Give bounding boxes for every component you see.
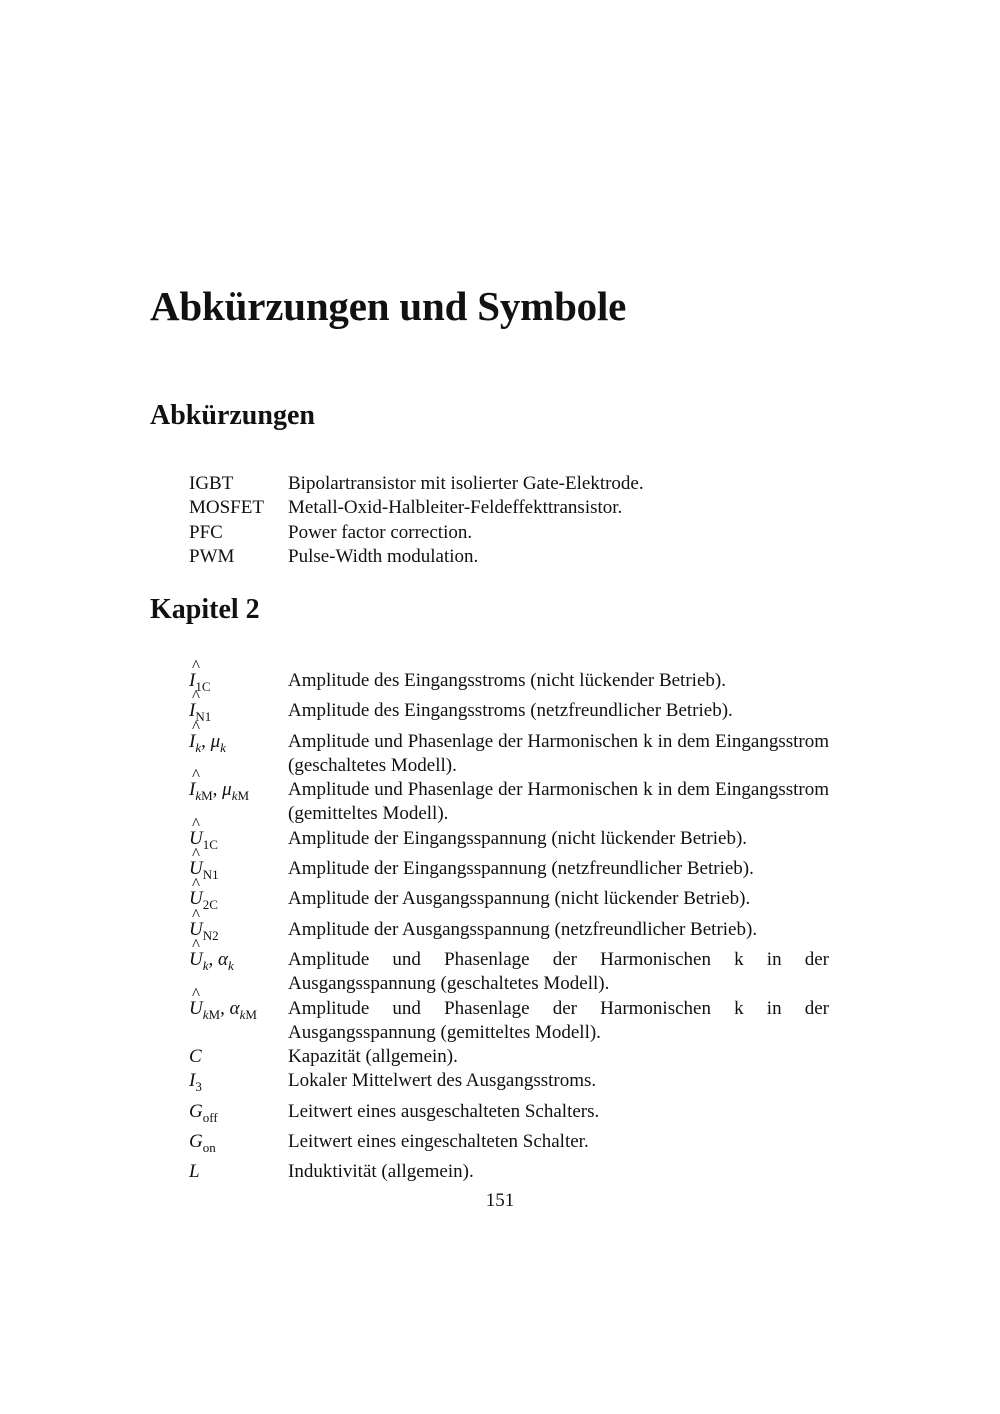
symbol-row <box>189 656 829 699</box>
abbreviation-description: Bipolartransistor mit isolierter Gate-Elektrode. <box>288 473 644 494</box>
symbol-subscript: k <box>231 788 238 804</box>
symbol-term <box>189 1160 288 1184</box>
abbreviation-description: Metall-Oxid-Halbleiter-Feldeffekttransistor. <box>288 497 623 519</box>
symbol-description: Amplitude des Eingangsstroms (netzfreundlicher Betrieb). <box>288 700 733 722</box>
symbol-description: Amplitude und Phasenlage der Harmonischen k in dem Eingangsstrom (gemitteltes Modell). <box>288 779 829 825</box>
symbol-greek: α <box>229 997 240 1019</box>
symbol-description: Amplitude und Phasenlage der Harmonischen k in der Ausgangsspannung (gemitteltes Modell). <box>288 997 829 1043</box>
symbol-subscript: 1C <box>195 679 211 694</box>
symbol-subscript: M <box>237 788 250 804</box>
symbol-term <box>189 1045 288 1069</box>
symbol-term <box>189 765 288 827</box>
abbreviation-term: PWM <box>189 545 235 567</box>
hat-accent: ^ <box>192 934 200 954</box>
abbreviation-term: IGBT <box>189 473 234 494</box>
symbol-subscript: 3 <box>195 1079 202 1095</box>
symbol-term <box>189 813 288 857</box>
symbol-subscript: k <box>220 739 226 755</box>
symbol-letter: I <box>189 1070 196 1092</box>
symbol-subscript: N1 <box>195 709 212 725</box>
hat-accent: ^ <box>192 656 200 675</box>
symbol-description: Amplitude der Ausgangsspannung (nicht lückender Betrieb). <box>288 888 751 910</box>
symbol-letter: U <box>189 827 203 849</box>
symbol-subscript: k <box>195 739 202 755</box>
symbol-letter: I <box>189 779 196 801</box>
symbol-subscript: k <box>202 1006 209 1022</box>
symbol-letter: C <box>189 1046 202 1068</box>
symbol-row <box>189 1160 829 1184</box>
symbol-term <box>189 1100 288 1130</box>
hat-accent: ^ <box>192 904 200 924</box>
symbol-description: Kapazität (allgemein). <box>288 1046 458 1068</box>
hat-accent: ^ <box>192 844 200 864</box>
abbreviation-row <box>189 472 829 496</box>
symbol-description: Amplitude der Ausgangsspannung (netzfreundlicher Betrieb). <box>288 918 758 940</box>
symbol-greek: μ <box>222 779 232 801</box>
symbol-list <box>189 656 829 1185</box>
abbreviation-row <box>189 545 829 569</box>
abbreviation-description: Power factor correction. <box>288 521 473 543</box>
symbol-row <box>189 983 829 1046</box>
symbol-row <box>189 1045 829 1069</box>
symbol-row <box>189 1069 829 1099</box>
hat-accent: ^ <box>192 874 200 894</box>
symbol-row <box>189 813 829 857</box>
abbreviation-row <box>189 521 829 545</box>
symbol-subscript: k <box>202 957 209 973</box>
symbol-term <box>189 1130 288 1160</box>
symbol-comma: , <box>201 730 206 752</box>
symbol-letter: U <box>189 858 203 880</box>
symbol-comma: , <box>208 948 214 970</box>
symbol-subscript: k <box>228 957 234 973</box>
section-heading-kapitel-2: Kapitel 2 <box>150 594 260 625</box>
symbol-letter: G <box>189 1100 203 1122</box>
symbol-subscript: off <box>202 1109 218 1125</box>
symbol-subscript: M <box>201 788 213 804</box>
symbol-description: Amplitude und Phasenlage der Harmonischen k in dem Eingangsstrom (geschaltetes Modell). <box>288 730 829 776</box>
hat-accent: ^ <box>192 813 200 833</box>
symbol-row <box>189 1100 829 1130</box>
symbol-subscript: k <box>239 1006 246 1022</box>
symbol-subscript: on <box>202 1140 216 1156</box>
hat-accent: ^ <box>192 686 200 706</box>
abbreviation-list <box>189 472 829 569</box>
symbol-description: Leitwert eines ausgeschalteten Schalters. <box>288 1100 600 1122</box>
symbol-greek: α <box>218 948 228 970</box>
symbol-subscript: M <box>208 1006 221 1022</box>
symbol-description: Lokaler Mittelwert des Ausgangsstroms. <box>288 1070 597 1092</box>
abbreviation-term: MOSFET <box>189 497 264 519</box>
page-title: Abkürzungen und Symbole <box>150 283 627 329</box>
symbol-comma: , <box>220 997 225 1019</box>
symbol-letter: U <box>189 997 203 1019</box>
symbol-letter: I <box>189 700 196 722</box>
symbol-row <box>189 765 829 827</box>
symbol-subscript: 2C <box>202 897 218 913</box>
symbol-description: Amplitude des Eingangsstroms (nicht lückender Betrieb). <box>288 670 726 691</box>
symbol-subscript: k <box>195 788 202 804</box>
symbol-row <box>189 1130 829 1160</box>
symbol-letter: U <box>189 918 203 940</box>
symbol-subscript: N2 <box>202 927 219 943</box>
symbol-term <box>189 1069 288 1099</box>
abbreviation-term: PFC <box>189 521 223 543</box>
symbol-term <box>189 983 288 1046</box>
symbol-greek: μ <box>210 730 221 752</box>
abbreviation-row <box>189 496 829 520</box>
symbol-description: Amplitude der Eingangsspannung (netzfreundlicher Betrieb). <box>288 858 754 880</box>
symbol-term <box>189 656 288 699</box>
symbol-description: Amplitude der Eingangsspannung (nicht lückender Betrieb). <box>288 827 748 849</box>
symbol-description: Induktivität (allgemein). <box>288 1161 474 1183</box>
symbol-letter: L <box>189 1161 200 1183</box>
symbol-letter: I <box>189 730 196 752</box>
symbol-description: Amplitude und Phasenlage der Harmonischen k in der Ausgangsspannung (geschaltetes Modell). <box>288 948 829 995</box>
symbol-letter: G <box>189 1131 203 1153</box>
abbreviation-description: Pulse-Width modulation. <box>288 545 479 567</box>
symbol-letter: I <box>189 670 196 691</box>
symbol-subscript: 1C <box>202 836 218 852</box>
symbol-subscript: M <box>245 1006 257 1022</box>
symbol-description: Leitwert eines eingeschalteten Schalter. <box>288 1131 589 1153</box>
symbol-letter: U <box>189 888 203 910</box>
page-number: 151 <box>485 1190 515 1211</box>
hat-accent: ^ <box>192 983 200 1003</box>
symbol-letter: U <box>189 948 203 970</box>
symbol-subscript: N1 <box>202 867 219 883</box>
section-heading-abkuerzungen: Abkürzungen <box>150 400 315 431</box>
symbol-comma: , <box>212 779 218 801</box>
hat-accent: ^ <box>192 716 200 736</box>
hat-accent: ^ <box>192 765 200 785</box>
